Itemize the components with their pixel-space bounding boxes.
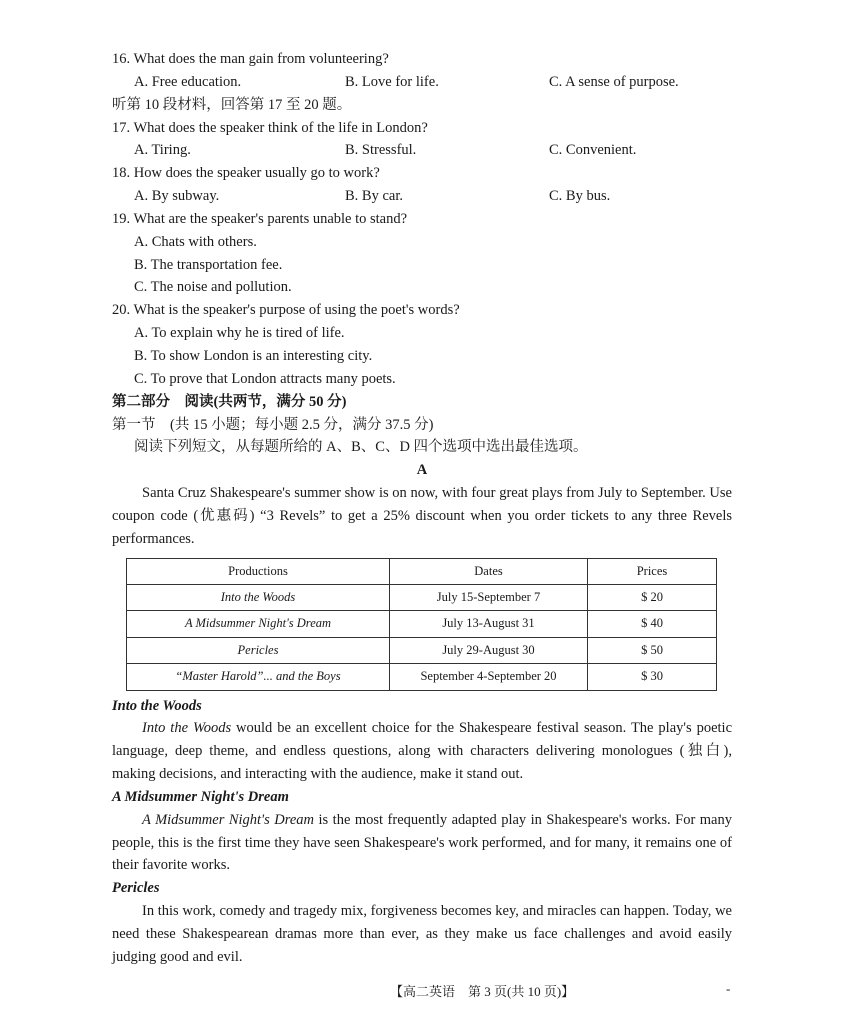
option-b: B. By car.: [345, 188, 403, 205]
option-c: C. A sense of purpose.: [549, 73, 679, 90]
price: $ 40: [588, 611, 717, 638]
material-instruction: 听第 10 段材料，回答第 17 至 20 题。: [112, 96, 352, 113]
price: $ 30: [588, 664, 717, 691]
header-prices: Prices: [588, 558, 717, 584]
table-row: [127, 637, 717, 664]
option-a: A. Free education.: [134, 73, 242, 90]
question-16: 16. What does the man gain from volunteering?: [112, 51, 389, 67]
price: $ 50: [588, 637, 717, 664]
header-productions: Productions: [127, 558, 390, 584]
question-20: 20. What is the speaker's purpose of using the poet's words?: [112, 302, 460, 319]
option-b: B. To show London is an interesting city.: [134, 347, 373, 364]
option-c: C. To prove that London attracts many poets.: [134, 370, 396, 387]
option-a: A. Tiring.: [134, 142, 191, 159]
option-c: C. Convenient.: [549, 142, 637, 159]
section-paragraph: In this work, comedy and tragedy mix, forgiveness becomes key, and miracles can happen. Today, we need these Shakespearean dramas more than ever, as they make us face challenges and avoid easily judging good and evil.: [112, 903, 732, 965]
passage-label: A: [416, 462, 428, 479]
production: Pericles: [127, 637, 390, 664]
table-header: [127, 558, 717, 584]
table-row: [127, 584, 717, 611]
production: “Master Harold”... and the Boys: [127, 664, 390, 691]
production: A Midsummer Night's Dream: [127, 611, 390, 638]
section-heading: 第一节 (共 15 小题；每小题 2.5 分，满分 37.5 分): [112, 416, 434, 433]
section-title: Pericles: [112, 880, 160, 897]
option-a: A. To explain why he is tired of life.: [134, 325, 345, 342]
option-b: B. Love for life.: [345, 73, 439, 90]
header-dates: Dates: [390, 558, 588, 584]
section-title: A Midsummer Night's Dream: [112, 788, 289, 805]
footer-mark: -: [726, 980, 731, 996]
option-a: A. By subway.: [134, 188, 220, 205]
production: Into the Woods: [127, 584, 390, 611]
option-b: B. Stressful.: [345, 142, 417, 159]
dates: July 29-August 30: [390, 637, 588, 664]
section-paragraph: [112, 717, 732, 786]
question-18-options: [112, 185, 732, 208]
option-c: C. By bus.: [549, 188, 611, 205]
dates: July 15-September 7: [390, 584, 588, 611]
page-footer: 【高二英语 第 3 页(共 10 页)】: [390, 983, 575, 999]
paragraph-text: would be an excellent choice for the Shakespeare festival season. The play's poetic language, deep theme, and endless questions, along with characters delivering monologues (独白), making decisions, and interacting with the audience, make it stand out.: [112, 720, 733, 783]
section-title: Into the Woods: [112, 697, 202, 714]
dates: September 4-September 20: [390, 664, 588, 691]
instruction: 阅读下列短文，从每题所给的 A、B、C、D 四个选项中选出最佳选项。: [134, 439, 588, 456]
footer-row: [0, 977, 842, 1013]
section-paragraph: [112, 809, 732, 878]
table-row: [127, 664, 717, 691]
option-c: C. The noise and pollution.: [134, 279, 292, 296]
table-row: [127, 611, 717, 638]
productions-table: [126, 558, 717, 691]
dates: July 13-August 31: [390, 611, 588, 638]
play-title: Into the Woods: [142, 720, 232, 737]
question-16-options: [112, 71, 732, 94]
option-a: A. Chats with others.: [134, 233, 257, 250]
paragraph-text: is the most frequently adapted play in Shakespeare's works. For many people, this is the first time they have seen Shakespeare's work performed, and for many, it remains one of their favorite works.: [112, 811, 732, 874]
question-19: 19. What are the speaker's parents unable to stand?: [112, 210, 408, 227]
part-heading: 第二部分 阅读(共两节，满分 50 分): [112, 393, 347, 410]
play-title: A Midsummer Night's Dream: [142, 811, 315, 828]
question-17: 17. What does the speaker think of the life in London?: [112, 119, 428, 136]
question-18: 18. How does the speaker usually go to work?: [112, 165, 380, 182]
option-b: B. The transportation fee.: [134, 256, 283, 273]
question-17-options: [112, 139, 732, 162]
price: $ 20: [588, 584, 717, 611]
intro-paragraph: Santa Cruz Shakespeare's summer show is on now, with four great plays from July to September. Use coupon code (优惠码) “3 Revels” to get a 25% discount when you order tickets to any three Revels performances.: [112, 485, 732, 547]
